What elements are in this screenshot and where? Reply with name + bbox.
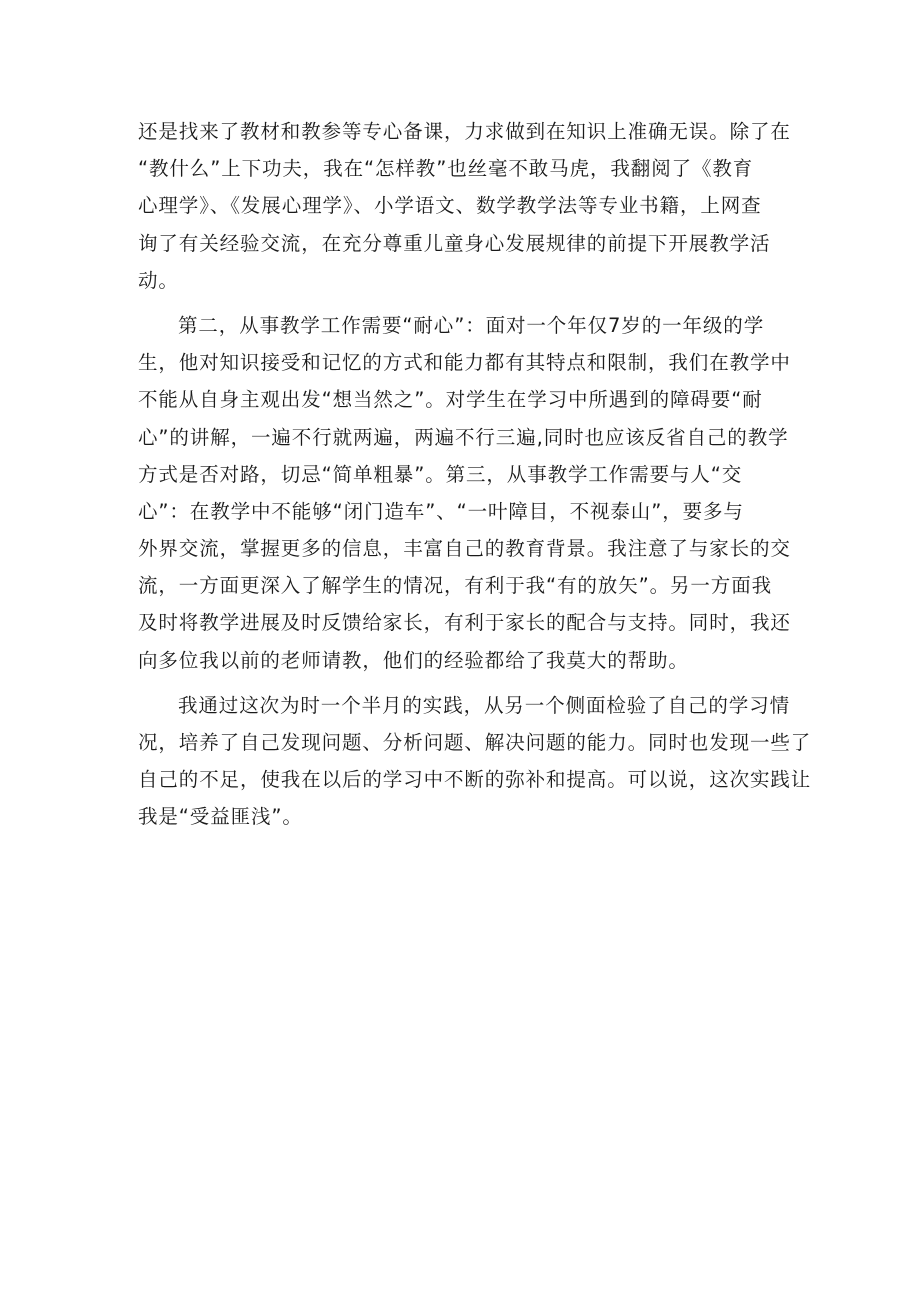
- text-line: 心理学》、《发展心理学》、小学语文、数学教学法等专业书籍，上网查: [138, 194, 762, 218]
- text-line: 及时将教学进展及时反馈给家长，有利于家长的配合与支持。同时，我还: [138, 611, 791, 635]
- text-line: 询了有关经验交流，在充分尊重儿童身心发展规律的前提下开展教学活: [138, 231, 771, 255]
- text-line: 生，他对知识接受和记忆的方式和能力都有其特点和限制，我们在教学中: [138, 351, 791, 375]
- text-line: “教什么”上下功夫，我在“怎样教”也丝毫不敢马虎，我翻阅了《教育: [138, 157, 754, 181]
- text-line: 动。: [138, 268, 179, 292]
- document-body: [138, 113, 812, 836]
- text-line: 外界交流，掌握更多的信息，丰富自己的教育背景。我注意了与家长的交: [138, 537, 791, 561]
- text-line: 向多位我以前的老师请教，他们的经验都给了我莫大的帮助。: [138, 648, 689, 672]
- paragraph-continuation: [138, 113, 791, 299]
- text-line: 心”的讲解，一遍不行就两遍，两遍不行三遍,同时也应该反省自己的教学: [138, 425, 789, 449]
- text-line: 自己的不足，使我在以后的学习中不断的弥补和提高。可以说，这次实践让: [138, 768, 812, 792]
- text-line: 第二，从事教学工作需要“耐心”：面对一个年仅7岁的一年级的学: [178, 313, 765, 337]
- text-line: 流，一方面更深入了解学生的情况，有利于我“有的放矢”。另一方面我: [138, 574, 773, 598]
- text-line: 况，培养了自己发现问题、分析问题、解决问题的能力。同时也发现一些了: [138, 731, 812, 754]
- text-line: 心”：在教学中不能够“闭门造车”、“一叶障目，不视泰山”，要多与: [138, 499, 744, 523]
- text-line: 我通过这次为时一个半月的实践，从另一个侧面检验了自己的学习情: [178, 693, 791, 717]
- text-line: 方式是否对路，切忌“简单粗暴”。第三，从事教学工作需要与人“交: [138, 462, 743, 486]
- text-line: 还是找来了教材和教参等专心备课，力求做到在知识上准确无误。除了在: [138, 120, 791, 143]
- text-line: 不能从自身主观出发“想当然之”。对学生在学习中所遇到的障碍要“耐: [138, 388, 763, 412]
- text-line: 我是“受益匪浅”。: [138, 805, 303, 829]
- paragraph-patience: [138, 307, 791, 679]
- paragraph-conclusion: [138, 687, 812, 836]
